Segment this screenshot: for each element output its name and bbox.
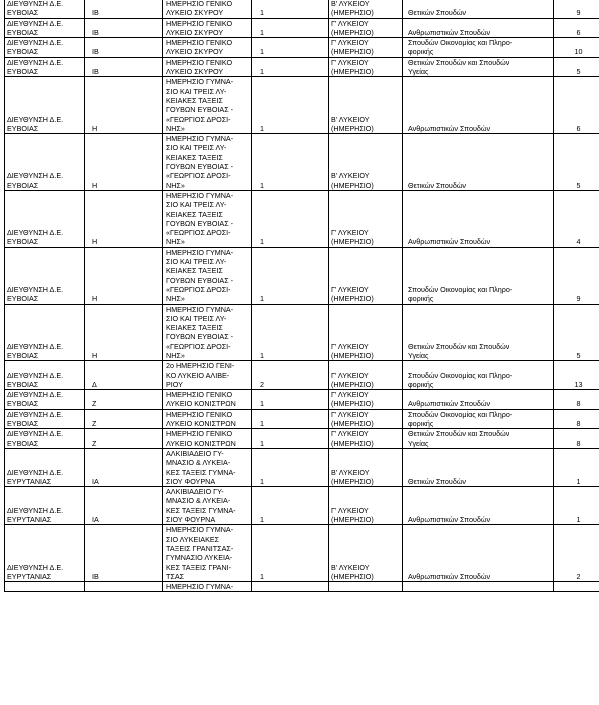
table-row [5, 18, 599, 38]
direction-cell: ΔΙΕΥΘΥΝΣΗ Δ.Ε. ΕΥΡΥΤΑΝΙΑΣ [5, 448, 85, 486]
school-cell: ΗΜΕΡΗΣΙΟ ΓΕΝΙΚΟ ΛΥΚΕΙΟ ΚΟΝΙΣΤΡΩΝ [163, 390, 252, 410]
direction-cell: ΔΙΕΥΘΥΝΣΗ Δ.Ε. ΕΥΒΟΙΑΣ [5, 77, 85, 134]
lyceum-cell: Γ' ΛΥΚΕΙΟΥ (ΗΜΕΡΗΣΙΟ) [329, 247, 403, 304]
direction-cell: ΔΙΕΥΘΥΝΣΗ Δ.Ε. ΕΥΒΟΙΑΣ [5, 57, 85, 77]
field-cell: Σπουδών Οικονομίας και Πληρο- φορικής [403, 409, 554, 429]
table-row [5, 525, 599, 582]
number-cell: 9 [554, 0, 599, 18]
field-cell [403, 582, 554, 592]
field-cell: Θετικών Σπουδών και Σπουδών Υγείας [403, 57, 554, 77]
number-cell: 8 [554, 390, 599, 410]
class-cell: Ζ [85, 409, 163, 429]
number-cell: 9 [554, 247, 599, 304]
table-row [5, 409, 599, 429]
field-cell: Ανθρωπιστικών Σπουδών [403, 77, 554, 134]
number-cell: 1 [554, 448, 599, 486]
count-cell: 1 [252, 77, 329, 134]
number-cell: 6 [554, 77, 599, 134]
lyceum-cell: Β' ΛΥΚΕΙΟΥ (ΗΜΕΡΗΣΙΟ) [329, 0, 403, 18]
school-cell: ΗΜΕΡΗΣΙΟ ΓΕΝΙΚΟ ΛΥΚΕΙΟ ΣΚΥΡΟΥ [163, 38, 252, 58]
direction-cell: ΔΙΕΥΘΥΝΣΗ Δ.Ε. ΕΥΒΟΙΑΣ [5, 361, 85, 390]
number-cell: 10 [554, 38, 599, 58]
school-cell: ΗΜΕΡΗΣΙΟ ΓΕΝΙΚΟ ΛΥΚΕΙΟ ΚΟΝΙΣΤΡΩΝ [163, 429, 252, 449]
lyceum-cell: Γ' ΛΥΚΕΙΟΥ (ΗΜΕΡΗΣΙΟ) [329, 304, 403, 361]
school-cell: ΗΜΕΡΗΣΙΟ ΓΕΝΙΚΟ ΛΥΚΕΙΟ ΣΚΥΡΟΥ [163, 57, 252, 77]
class-cell: Η [85, 134, 163, 191]
school-cell: ΗΜΕΡΗΣΙΟ ΓΥΜΝΑ- ΣΙΟ ΛΥΚΕΙΑΚΕΣ ΤΑΞΕΙΣ ΓΡΑΝΙΤΣΑΣ- ΓΥΜΝΑΣΙΟ ΛΥΚΕΙΑ- ΚΕΣ ΤΑΞΕΙΣ ΓΡΑΝΙ- ΤΣΑΣ [163, 525, 252, 582]
direction-cell: ΔΙΕΥΘΥΝΣΗ Δ.Ε. ΕΥΒΟΙΑΣ [5, 38, 85, 58]
number-cell: 2 [554, 525, 599, 582]
field-cell: Ανθρωπιστικών Σπουδών [403, 487, 554, 525]
direction-cell: ΔΙΕΥΘΥΝΣΗ Δ.Ε. ΕΥΡΥΤΑΝΙΑΣ [5, 487, 85, 525]
lyceum-cell: Γ' ΛΥΚΕΙΟΥ (ΗΜΕΡΗΣΙΟ) [329, 390, 403, 410]
class-cell: Η [85, 190, 163, 247]
lyceum-cell: Γ' ΛΥΚΕΙΟΥ (ΗΜΕΡΗΣΙΟ) [329, 409, 403, 429]
direction-cell: ΔΙΕΥΘΥΝΣΗ Δ.Ε. ΕΥΒΟΙΑΣ [5, 247, 85, 304]
lyceum-cell: Γ' ΛΥΚΕΙΟΥ (ΗΜΕΡΗΣΙΟ) [329, 361, 403, 390]
count-cell: 1 [252, 487, 329, 525]
school-cell: ΗΜΕΡΗΣΙΟ ΓΥΜΝΑ- [163, 582, 252, 592]
count-cell [252, 582, 329, 592]
count-cell: 2 [252, 361, 329, 390]
class-cell: ΙΒ [85, 57, 163, 77]
number-cell: 5 [554, 134, 599, 191]
count-cell: 1 [252, 448, 329, 486]
lyceum-cell: Β' ΛΥΚΕΙΟΥ (ΗΜΕΡΗΣΙΟ) [329, 525, 403, 582]
direction-cell: ΔΙΕΥΘΥΝΣΗ Δ.Ε. ΕΥΒΟΙΑΣ [5, 190, 85, 247]
school-cell: ΑΛΚΙΒΙΑΔΕΙΟ ΓΥ- ΜΝΑΣΙΟ & ΛΥΚΕΙΑ- ΚΕΣ ΤΑΞΕΙΣ ΓΥΜΝΑ- ΣΙΟΥ ΦΟΥΡΝΑ [163, 448, 252, 486]
field-cell: Ανθρωπιστικών Σπουδών [403, 190, 554, 247]
field-cell: Σπουδών Οικονομίας και Πληρο- φορικής [403, 247, 554, 304]
class-cell: ΙΑ [85, 448, 163, 486]
class-cell [85, 582, 163, 592]
table-row [5, 429, 599, 449]
class-cell: ΙΒ [85, 38, 163, 58]
direction-cell: ΔΙΕΥΘΥΝΣΗ Δ.Ε. ΕΥΒΟΙΑΣ [5, 0, 85, 18]
class-cell: Ζ [85, 390, 163, 410]
count-cell: 1 [252, 18, 329, 38]
direction-cell [5, 582, 85, 592]
table-row [5, 77, 599, 134]
count-cell: 1 [252, 134, 329, 191]
school-cell: 2ο ΗΜΕΡΗΣΙΟ ΓΕΝΙ- ΚΟ ΛΥΚΕΙΟ ΑΛΙΒΕ- ΡΙΟΥ [163, 361, 252, 390]
table-row [5, 487, 599, 525]
field-cell: Ανθρωπιστικών Σπουδών [403, 18, 554, 38]
field-cell: Θετικών Σπουδών και Σπουδών Υγείας [403, 429, 554, 449]
school-cell: ΗΜΕΡΗΣΙΟ ΓΥΜΝΑ- ΣΙΟ ΚΑΙ ΤΡΕΙΣ ΛΥ- ΚΕΙΑΚΕΣ ΤΑΞΕΙΣ ΓΟΥΒΩΝ ΕΥΒΟΙΑΣ - «ΓΕΩΡΓΙΟΣ ΔΡΟΣΙ- ΝΗΣ» [163, 304, 252, 361]
table-row [5, 582, 599, 592]
number-cell: 4 [554, 190, 599, 247]
direction-cell: ΔΙΕΥΘΥΝΣΗ Δ.Ε. ΕΥΒΟΙΑΣ [5, 390, 85, 410]
direction-cell: ΔΙΕΥΘΥΝΣΗ Δ.Ε. ΕΥΒΟΙΑΣ [5, 409, 85, 429]
field-cell: Ανθρωπιστικών Σπουδών [403, 390, 554, 410]
count-cell: 1 [252, 190, 329, 247]
table-row [5, 38, 599, 58]
school-cell: ΗΜΕΡΗΣΙΟ ΓΕΝΙΚΟ ΛΥΚΕΙΟ ΣΚΥΡΟΥ [163, 0, 252, 18]
number-cell: 8 [554, 429, 599, 449]
class-cell: Η [85, 77, 163, 134]
lyceum-cell: Γ' ΛΥΚΕΙΟΥ (ΗΜΕΡΗΣΙΟ) [329, 38, 403, 58]
number-cell: 13 [554, 361, 599, 390]
table-row [5, 390, 599, 410]
lyceum-cell: Β' ΛΥΚΕΙΟΥ (ΗΜΕΡΗΣΙΟ) [329, 134, 403, 191]
count-cell: 1 [252, 409, 329, 429]
lyceum-cell: Γ' ΛΥΚΕΙΟΥ (ΗΜΕΡΗΣΙΟ) [329, 487, 403, 525]
count-cell: 1 [252, 0, 329, 18]
class-cell: Δ [85, 361, 163, 390]
field-cell: Θετικών Σπουδών και Σπουδών Υγείας [403, 304, 554, 361]
count-cell: 1 [252, 525, 329, 582]
count-cell: 1 [252, 247, 329, 304]
lyceum-cell: Γ' ΛΥΚΕΙΟΥ (ΗΜΕΡΗΣΙΟ) [329, 429, 403, 449]
school-cell: ΗΜΕΡΗΣΙΟ ΓΕΝΙΚΟ ΛΥΚΕΙΟ ΚΟΝΙΣΤΡΩΝ [163, 409, 252, 429]
count-cell: 1 [252, 304, 329, 361]
field-cell: Θετικών Σπουδών [403, 134, 554, 191]
number-cell: 5 [554, 304, 599, 361]
school-cell: ΗΜΕΡΗΣΙΟ ΓΥΜΝΑ- ΣΙΟ ΚΑΙ ΤΡΕΙΣ ΛΥ- ΚΕΙΑΚΕΣ ΤΑΞΕΙΣ ΓΟΥΒΩΝ ΕΥΒΟΙΑΣ - «ΓΕΩΡΓΙΟΣ ΔΡΟΣΙ- ΝΗΣ» [163, 247, 252, 304]
number-cell: 8 [554, 409, 599, 429]
number-cell: 1 [554, 487, 599, 525]
class-cell: ΙΒ [85, 18, 163, 38]
number-cell: 6 [554, 18, 599, 38]
lyceum-cell: Γ' ΛΥΚΕΙΟΥ (ΗΜΕΡΗΣΙΟ) [329, 190, 403, 247]
lyceum-cell: Γ' ΛΥΚΕΙΟΥ (ΗΜΕΡΗΣΙΟ) [329, 18, 403, 38]
direction-cell: ΔΙΕΥΘΥΝΣΗ Δ.Ε. ΕΥΒΟΙΑΣ [5, 304, 85, 361]
school-cell: ΑΛΚΙΒΙΑΔΕΙΟ ΓΥ- ΜΝΑΣΙΟ & ΛΥΚΕΙΑ- ΚΕΣ ΤΑΞΕΙΣ ΓΥΜΝΑ- ΣΙΟΥ ΦΟΥΡΝΑ [163, 487, 252, 525]
direction-cell: ΔΙΕΥΘΥΝΣΗ Δ.Ε. ΕΥΒΟΙΑΣ [5, 429, 85, 449]
school-cell: ΗΜΕΡΗΣΙΟ ΓΥΜΝΑ- ΣΙΟ ΚΑΙ ΤΡΕΙΣ ΛΥ- ΚΕΙΑΚΕΣ ΤΑΞΕΙΣ ΓΟΥΒΩΝ ΕΥΒΟΙΑΣ - «ΓΕΩΡΓΙΟΣ ΔΡΟΣΙ- ΝΗΣ» [163, 77, 252, 134]
lyceum-cell: Γ' ΛΥΚΕΙΟΥ (ΗΜΕΡΗΣΙΟ) [329, 57, 403, 77]
table-row [5, 304, 599, 361]
count-cell: 1 [252, 38, 329, 58]
lyceum-cell: Β' ΛΥΚΕΙΟΥ (ΗΜΕΡΗΣΙΟ) [329, 448, 403, 486]
table-body [5, 0, 599, 592]
table-row [5, 247, 599, 304]
class-cell: Ζ [85, 429, 163, 449]
count-cell: 1 [252, 57, 329, 77]
direction-cell: ΔΙΕΥΘΥΝΣΗ Δ.Ε. ΕΥΡΥΤΑΝΙΑΣ [5, 525, 85, 582]
field-cell: Ανθρωπιστικών Σπουδών [403, 525, 554, 582]
field-cell: Θετικών Σπουδών [403, 448, 554, 486]
table-row [5, 190, 599, 247]
class-cell: ΙΑ [85, 487, 163, 525]
count-cell: 1 [252, 390, 329, 410]
school-cell: ΗΜΕΡΗΣΙΟ ΓΥΜΝΑ- ΣΙΟ ΚΑΙ ΤΡΕΙΣ ΛΥ- ΚΕΙΑΚΕΣ ΤΑΞΕΙΣ ΓΟΥΒΩΝ ΕΥΒΟΙΑΣ - «ΓΕΩΡΓΙΟΣ ΔΡΟΣΙ- ΝΗΣ» [163, 134, 252, 191]
table-row [5, 57, 599, 77]
class-cell: Η [85, 247, 163, 304]
number-cell [554, 582, 599, 592]
field-cell: Σπουδών Οικονομίας και Πληρο- φορικής [403, 361, 554, 390]
number-cell: 5 [554, 57, 599, 77]
count-cell: 1 [252, 429, 329, 449]
school-cell: ΗΜΕΡΗΣΙΟ ΓΥΜΝΑ- ΣΙΟ ΚΑΙ ΤΡΕΙΣ ΛΥ- ΚΕΙΑΚΕΣ ΤΑΞΕΙΣ ΓΟΥΒΩΝ ΕΥΒΟΙΑΣ - «ΓΕΩΡΓΙΟΣ ΔΡΟΣΙ- ΝΗΣ» [163, 190, 252, 247]
class-cell: ΙΒ [85, 525, 163, 582]
lyceum-cell [329, 582, 403, 592]
direction-cell: ΔΙΕΥΘΥΝΣΗ Δ.Ε. ΕΥΒΟΙΑΣ [5, 134, 85, 191]
field-cell: Σπουδών Οικονομίας και Πληρο- φορικής [403, 38, 554, 58]
direction-cell: ΔΙΕΥΘΥΝΣΗ Δ.Ε. ΕΥΒΟΙΑΣ [5, 18, 85, 38]
field-cell: Θετικών Σπουδών [403, 0, 554, 18]
table-row [5, 0, 599, 18]
allocation-table [4, 0, 599, 592]
table-row [5, 134, 599, 191]
lyceum-cell: Β' ΛΥΚΕΙΟΥ (ΗΜΕΡΗΣΙΟ) [329, 77, 403, 134]
class-cell: Η [85, 304, 163, 361]
class-cell: ΙΒ [85, 0, 163, 18]
school-cell: ΗΜΕΡΗΣΙΟ ΓΕΝΙΚΟ ΛΥΚΕΙΟ ΣΚΥΡΟΥ [163, 18, 252, 38]
table-row [5, 448, 599, 486]
table-row [5, 361, 599, 390]
